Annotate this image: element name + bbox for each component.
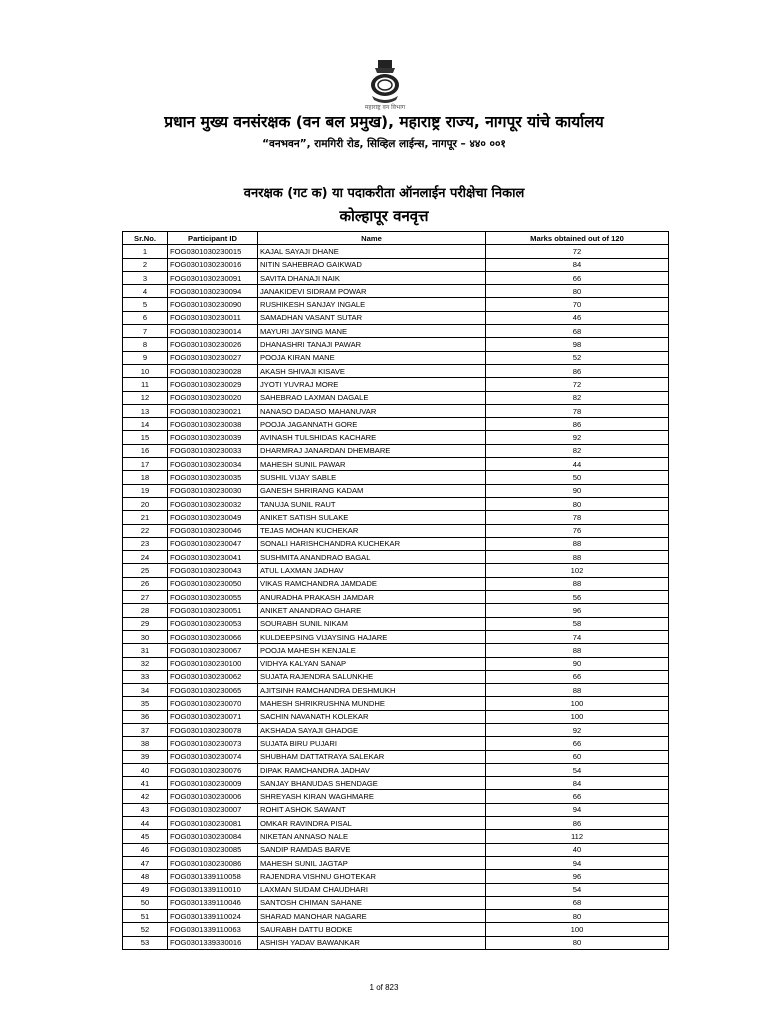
cell-name: ANURADHA PRAKASH JAMDAR [258, 591, 486, 604]
cell-sr-no: 52 [123, 923, 168, 936]
cell-participant-id: FOG0301030230090 [168, 298, 258, 311]
cell-marks: 96 [486, 870, 669, 883]
cell-sr-no: 37 [123, 723, 168, 736]
cell-participant-id: FOG0301030230015 [168, 245, 258, 258]
cell-participant-id: FOG0301030230076 [168, 763, 258, 776]
cell-participant-id: FOG0301030230081 [168, 817, 258, 830]
cell-name: JYOTI YUVRAJ MORE [258, 378, 486, 391]
cell-marks: 84 [486, 777, 669, 790]
cell-participant-id: FOG0301030230027 [168, 351, 258, 364]
cell-participant-id: FOG0301030230007 [168, 803, 258, 816]
cell-participant-id: FOG0301030230084 [168, 830, 258, 843]
cell-name: SANJAY BHANUDAS SHENDAGE [258, 777, 486, 790]
cell-name: SUJATA BIRU PUJARI [258, 737, 486, 750]
cell-sr-no: 49 [123, 883, 168, 896]
cell-participant-id: FOG0301339110010 [168, 883, 258, 896]
cell-sr-no: 14 [123, 418, 168, 431]
cell-marks: 96 [486, 604, 669, 617]
cell-participant-id: FOG0301030230014 [168, 325, 258, 338]
table-row [123, 431, 669, 444]
cell-marks: 94 [486, 803, 669, 816]
cell-participant-id: FOG0301030230028 [168, 364, 258, 377]
cell-name: AKSHADA SAYAJI GHADGE [258, 723, 486, 736]
cell-marks: 86 [486, 817, 669, 830]
cell-sr-no: 1 [123, 245, 168, 258]
table-row [123, 471, 669, 484]
cell-participant-id: FOG0301339110024 [168, 910, 258, 923]
cell-participant-id: FOG0301030230034 [168, 458, 258, 471]
emblem-caption: महाराष्ट्र वन विभाग [364, 104, 406, 111]
cell-sr-no: 26 [123, 577, 168, 590]
cell-name: MAYURI JAYSING MANE [258, 325, 486, 338]
table-row [123, 577, 669, 590]
cell-sr-no: 11 [123, 378, 168, 391]
results-table [122, 231, 669, 950]
cell-sr-no: 20 [123, 497, 168, 510]
cell-sr-no: 6 [123, 311, 168, 324]
table-header-row [123, 232, 669, 245]
cell-marks: 50 [486, 471, 669, 484]
cell-name: POOJA MAHESH KENJALE [258, 644, 486, 657]
cell-participant-id: FOG0301030230049 [168, 511, 258, 524]
cell-sr-no: 47 [123, 856, 168, 869]
table-row [123, 936, 669, 949]
cell-name: ANIKET SATISH SULAKE [258, 511, 486, 524]
cell-marks: 100 [486, 697, 669, 710]
cell-participant-id: FOG0301030230067 [168, 644, 258, 657]
cell-participant-id: FOG0301030230016 [168, 258, 258, 271]
table-row [123, 750, 669, 763]
table-row [123, 271, 669, 284]
cell-sr-no: 50 [123, 896, 168, 909]
table-row [123, 923, 669, 936]
table-row [123, 458, 669, 471]
cell-marks: 88 [486, 644, 669, 657]
cell-marks: 76 [486, 524, 669, 537]
cell-marks: 82 [486, 444, 669, 457]
cell-participant-id: FOG0301030230033 [168, 444, 258, 457]
cell-name: SOURABH SUNIL NIKAM [258, 617, 486, 630]
cell-marks: 78 [486, 511, 669, 524]
cell-marks: 88 [486, 551, 669, 564]
cell-marks: 100 [486, 710, 669, 723]
cell-marks: 84 [486, 258, 669, 271]
cell-participant-id: FOG0301030230032 [168, 497, 258, 510]
cell-participant-id: FOG0301030230051 [168, 604, 258, 617]
cell-participant-id: FOG0301030230050 [168, 577, 258, 590]
office-title: प्रधान मुख्य वनसंरक्षक (वन बल प्रमुख), महाराष्ट्र राज्य, नागपूर यांचे कार्यालय [164, 113, 604, 131]
cell-participant-id: FOG0301030230020 [168, 391, 258, 404]
column-header-marks: Marks obtained out of 120 [486, 232, 669, 245]
cell-marks: 56 [486, 591, 669, 604]
cell-sr-no: 12 [123, 391, 168, 404]
office-address: “वनभवन”, रामगिरी रोड, सिव्हिल लाईन्स, नागपूर – ४४० ००१ [262, 138, 506, 150]
cell-sr-no: 13 [123, 404, 168, 417]
cell-name: MAHESH SUNIL JAGTAP [258, 856, 486, 869]
table-row [123, 910, 669, 923]
cell-name: SONALI HARISHCHANDRA KUCHEKAR [258, 537, 486, 550]
cell-name: SUSHIL VIJAY SABLE [258, 471, 486, 484]
table-row [123, 697, 669, 710]
cell-name: SUJATA RAJENDRA SALUNKHE [258, 670, 486, 683]
cell-name: AKASH SHIVAJI KISAVE [258, 364, 486, 377]
cell-marks: 90 [486, 657, 669, 670]
cell-sr-no: 17 [123, 458, 168, 471]
cell-sr-no: 27 [123, 591, 168, 604]
table-row [123, 723, 669, 736]
cell-marks: 82 [486, 391, 669, 404]
table-row [123, 896, 669, 909]
cell-sr-no: 43 [123, 803, 168, 816]
cell-sr-no: 16 [123, 444, 168, 457]
cell-participant-id: FOG0301030230091 [168, 271, 258, 284]
cell-sr-no: 3 [123, 271, 168, 284]
cell-marks: 68 [486, 896, 669, 909]
emblem-icon [364, 58, 406, 106]
exam-title: वनरक्षक (गट क) या पदाकरीता ऑनलाईन परीक्षेचा निकाल [243, 186, 525, 201]
cell-name: DHARMRAJ JANARDAN DHEMBARE [258, 444, 486, 457]
cell-name: SAVITA DHANAJI NAIK [258, 271, 486, 284]
cell-sr-no: 24 [123, 551, 168, 564]
cell-sr-no: 48 [123, 870, 168, 883]
cell-name: SACHIN NAVANATH KOLEKAR [258, 710, 486, 723]
cell-participant-id: FOG0301030230065 [168, 684, 258, 697]
cell-participant-id: FOG0301030230094 [168, 285, 258, 298]
table-row [123, 364, 669, 377]
cell-sr-no: 31 [123, 644, 168, 657]
cell-participant-id: FOG0301030230011 [168, 311, 258, 324]
cell-marks: 80 [486, 910, 669, 923]
cell-marks: 100 [486, 923, 669, 936]
cell-name: SAMADHAN VASANT SUTAR [258, 311, 486, 324]
table-row [123, 670, 669, 683]
cell-sr-no: 4 [123, 285, 168, 298]
cell-marks: 40 [486, 843, 669, 856]
column-header-name: Name [258, 232, 486, 245]
table-row [123, 830, 669, 843]
cell-participant-id: FOG0301030230074 [168, 750, 258, 763]
cell-sr-no: 5 [123, 298, 168, 311]
cell-name: KAJAL SAYAJI DHANE [258, 245, 486, 258]
cell-sr-no: 40 [123, 763, 168, 776]
cell-marks: 92 [486, 431, 669, 444]
cell-sr-no: 46 [123, 843, 168, 856]
cell-name: NANASO DADASO MAHANUVAR [258, 404, 486, 417]
cell-marks: 60 [486, 750, 669, 763]
cell-sr-no: 34 [123, 684, 168, 697]
cell-marks: 74 [486, 630, 669, 643]
cell-sr-no: 9 [123, 351, 168, 364]
table-row [123, 856, 669, 869]
cell-participant-id: FOG0301339110063 [168, 923, 258, 936]
cell-marks: 58 [486, 617, 669, 630]
cell-sr-no: 51 [123, 910, 168, 923]
cell-sr-no: 44 [123, 817, 168, 830]
cell-sr-no: 18 [123, 471, 168, 484]
cell-marks: 86 [486, 418, 669, 431]
cell-participant-id: FOG0301030230021 [168, 404, 258, 417]
cell-name: RAJENDRA VISHNU GHOTEKAR [258, 870, 486, 883]
cell-participant-id: FOG0301030230039 [168, 431, 258, 444]
cell-marks: 70 [486, 298, 669, 311]
cell-sr-no: 29 [123, 617, 168, 630]
table-row [123, 883, 669, 896]
table-row [123, 777, 669, 790]
cell-name: AVINASH TULSHIDAS KACHARE [258, 431, 486, 444]
cell-marks: 88 [486, 684, 669, 697]
cell-participant-id: FOG0301339110046 [168, 896, 258, 909]
table-row [123, 870, 669, 883]
cell-name: POOJA JAGANNATH GORE [258, 418, 486, 431]
table-row [123, 644, 669, 657]
table-row [123, 524, 669, 537]
cell-sr-no: 33 [123, 670, 168, 683]
table-row [123, 378, 669, 391]
cell-name: VIKAS RAMCHANDRA JAMDADE [258, 577, 486, 590]
cell-sr-no: 15 [123, 431, 168, 444]
table-row [123, 710, 669, 723]
cell-participant-id: FOG0301030230047 [168, 537, 258, 550]
cell-name: ASHISH YADAV BAWANKAR [258, 936, 486, 949]
cell-marks: 102 [486, 564, 669, 577]
cell-participant-id: FOG0301030230043 [168, 564, 258, 577]
table-row [123, 630, 669, 643]
cell-participant-id: FOG0301030230055 [168, 591, 258, 604]
table-row [123, 684, 669, 697]
cell-marks: 66 [486, 271, 669, 284]
cell-name: MAHESH SHRIKRUSHNA MUNDHE [258, 697, 486, 710]
table-row [123, 285, 669, 298]
cell-sr-no: 23 [123, 537, 168, 550]
cell-name: SUSHMITA ANANDRAO BAGAL [258, 551, 486, 564]
cell-participant-id: FOG0301030230009 [168, 777, 258, 790]
cell-marks: 80 [486, 936, 669, 949]
cell-name: TEJAS MOHAN KUCHEKAR [258, 524, 486, 537]
cell-marks: 66 [486, 790, 669, 803]
table-row [123, 790, 669, 803]
cell-participant-id: FOG0301339110058 [168, 870, 258, 883]
cell-participant-id: FOG0301030230085 [168, 843, 258, 856]
cell-sr-no: 22 [123, 524, 168, 537]
cell-marks: 94 [486, 856, 669, 869]
cell-marks: 80 [486, 285, 669, 298]
cell-marks: 46 [486, 311, 669, 324]
cell-sr-no: 32 [123, 657, 168, 670]
cell-marks: 52 [486, 351, 669, 364]
cell-marks: 54 [486, 883, 669, 896]
cell-name: RUSHIKESH SANJAY INGALE [258, 298, 486, 311]
cell-name: DIPAK RAMCHANDRA JADHAV [258, 763, 486, 776]
cell-marks: 112 [486, 830, 669, 843]
cell-participant-id: FOG0301030230029 [168, 378, 258, 391]
cell-participant-id: FOG0301030230100 [168, 657, 258, 670]
cell-name: AJITSINH RAMCHANDRA DESHMUKH [258, 684, 486, 697]
cell-name: TANUJA SUNIL RAUT [258, 497, 486, 510]
table-row [123, 391, 669, 404]
cell-sr-no: 38 [123, 737, 168, 750]
table-row [123, 311, 669, 324]
table-row [123, 338, 669, 351]
table-row [123, 591, 669, 604]
table-row [123, 444, 669, 457]
cell-name: SHREYASH KIRAN WAGHMARE [258, 790, 486, 803]
table-row [123, 511, 669, 524]
cell-name: LAXMAN SUDAM CHAUDHARI [258, 883, 486, 896]
table-row [123, 657, 669, 670]
table-row [123, 537, 669, 550]
cell-marks: 90 [486, 484, 669, 497]
cell-sr-no: 35 [123, 697, 168, 710]
cell-participant-id: FOG0301030230038 [168, 418, 258, 431]
cell-participant-id: FOG0301030230041 [168, 551, 258, 564]
cell-name: JANAKIDEVI SIDRAM POWAR [258, 285, 486, 298]
table-row [123, 258, 669, 271]
cell-participant-id: FOG0301030230006 [168, 790, 258, 803]
table-row [123, 803, 669, 816]
cell-marks: 78 [486, 404, 669, 417]
cell-sr-no: 8 [123, 338, 168, 351]
cell-marks: 66 [486, 670, 669, 683]
cell-marks: 66 [486, 737, 669, 750]
cell-name: ROHIT ASHOK SAWANT [258, 803, 486, 816]
cell-sr-no: 36 [123, 710, 168, 723]
cell-marks: 86 [486, 364, 669, 377]
cell-name: NITIN SAHEBRAO GAIKWAD [258, 258, 486, 271]
cell-marks: 80 [486, 497, 669, 510]
table-row [123, 484, 669, 497]
cell-name: OMKAR RAVINDRA PISAL [258, 817, 486, 830]
cell-name: ATUL LAXMAN JADHAV [258, 564, 486, 577]
cell-participant-id: FOG0301030230035 [168, 471, 258, 484]
column-header-participant-id: Participant ID [168, 232, 258, 245]
table-row [123, 551, 669, 564]
cell-participant-id: FOG0301030230078 [168, 723, 258, 736]
cell-marks: 98 [486, 338, 669, 351]
table-row [123, 418, 669, 431]
table-row [123, 245, 669, 258]
cell-marks: 44 [486, 458, 669, 471]
table-row [123, 351, 669, 364]
cell-marks: 92 [486, 723, 669, 736]
circle-title: कोल्हापूर वनवृत्त [339, 207, 429, 225]
cell-marks: 68 [486, 325, 669, 338]
table-row [123, 564, 669, 577]
cell-participant-id: FOG0301030230053 [168, 617, 258, 630]
cell-sr-no: 10 [123, 364, 168, 377]
table-row [123, 843, 669, 856]
cell-sr-no: 25 [123, 564, 168, 577]
page-number: 1 of 823 [369, 983, 399, 992]
cell-name: KULDEEPSING VIJAYSING HAJARE [258, 630, 486, 643]
cell-participant-id: FOG0301030230086 [168, 856, 258, 869]
cell-marks: 88 [486, 577, 669, 590]
cell-name: SHARAD MANOHAR NAGARE [258, 910, 486, 923]
table-row [123, 404, 669, 417]
cell-sr-no: 53 [123, 936, 168, 949]
cell-sr-no: 19 [123, 484, 168, 497]
cell-sr-no: 45 [123, 830, 168, 843]
cell-sr-no: 28 [123, 604, 168, 617]
cell-name: POOJA KIRAN MANE [258, 351, 486, 364]
cell-sr-no: 41 [123, 777, 168, 790]
cell-sr-no: 21 [123, 511, 168, 524]
table-row [123, 737, 669, 750]
cell-participant-id: FOG0301030230026 [168, 338, 258, 351]
table-row [123, 497, 669, 510]
cell-marks: 72 [486, 378, 669, 391]
cell-participant-id: FOG0301339330016 [168, 936, 258, 949]
cell-name: SANDIP RAMDAS BARVE [258, 843, 486, 856]
cell-name: GANESH SHRIRANG KADAM [258, 484, 486, 497]
table-row [123, 617, 669, 630]
cell-name: ANIKET ANANDRAO GHARE [258, 604, 486, 617]
table-row [123, 763, 669, 776]
table-row [123, 604, 669, 617]
cell-sr-no: 2 [123, 258, 168, 271]
table-row [123, 298, 669, 311]
cell-name: MAHESH SUNIL PAWAR [258, 458, 486, 471]
cell-sr-no: 39 [123, 750, 168, 763]
cell-name: SHUBHAM DATTATRAYA SALEKAR [258, 750, 486, 763]
cell-name: DHANASHRI TANAJI PAWAR [258, 338, 486, 351]
cell-participant-id: FOG0301030230073 [168, 737, 258, 750]
cell-participant-id: FOG0301030230062 [168, 670, 258, 683]
cell-marks: 72 [486, 245, 669, 258]
table-row [123, 817, 669, 830]
cell-participant-id: FOG0301030230030 [168, 484, 258, 497]
cell-name: NIKETAN ANNASO NALE [258, 830, 486, 843]
table-row [123, 325, 669, 338]
cell-marks: 54 [486, 763, 669, 776]
cell-sr-no: 7 [123, 325, 168, 338]
cell-name: VIDHYA KALYAN SANAP [258, 657, 486, 670]
cell-sr-no: 42 [123, 790, 168, 803]
cell-participant-id: FOG0301030230046 [168, 524, 258, 537]
cell-name: SAURABH DATTU BODKE [258, 923, 486, 936]
cell-name: SANTOSH CHIMAN SAHANE [258, 896, 486, 909]
cell-marks: 88 [486, 537, 669, 550]
column-header-sr-no: Sr.No. [123, 232, 168, 245]
cell-participant-id: FOG0301030230071 [168, 710, 258, 723]
cell-participant-id: FOG0301030230066 [168, 630, 258, 643]
cell-name: SAHEBRAO LAXMAN DAGALE [258, 391, 486, 404]
cell-participant-id: FOG0301030230070 [168, 697, 258, 710]
cell-sr-no: 30 [123, 630, 168, 643]
